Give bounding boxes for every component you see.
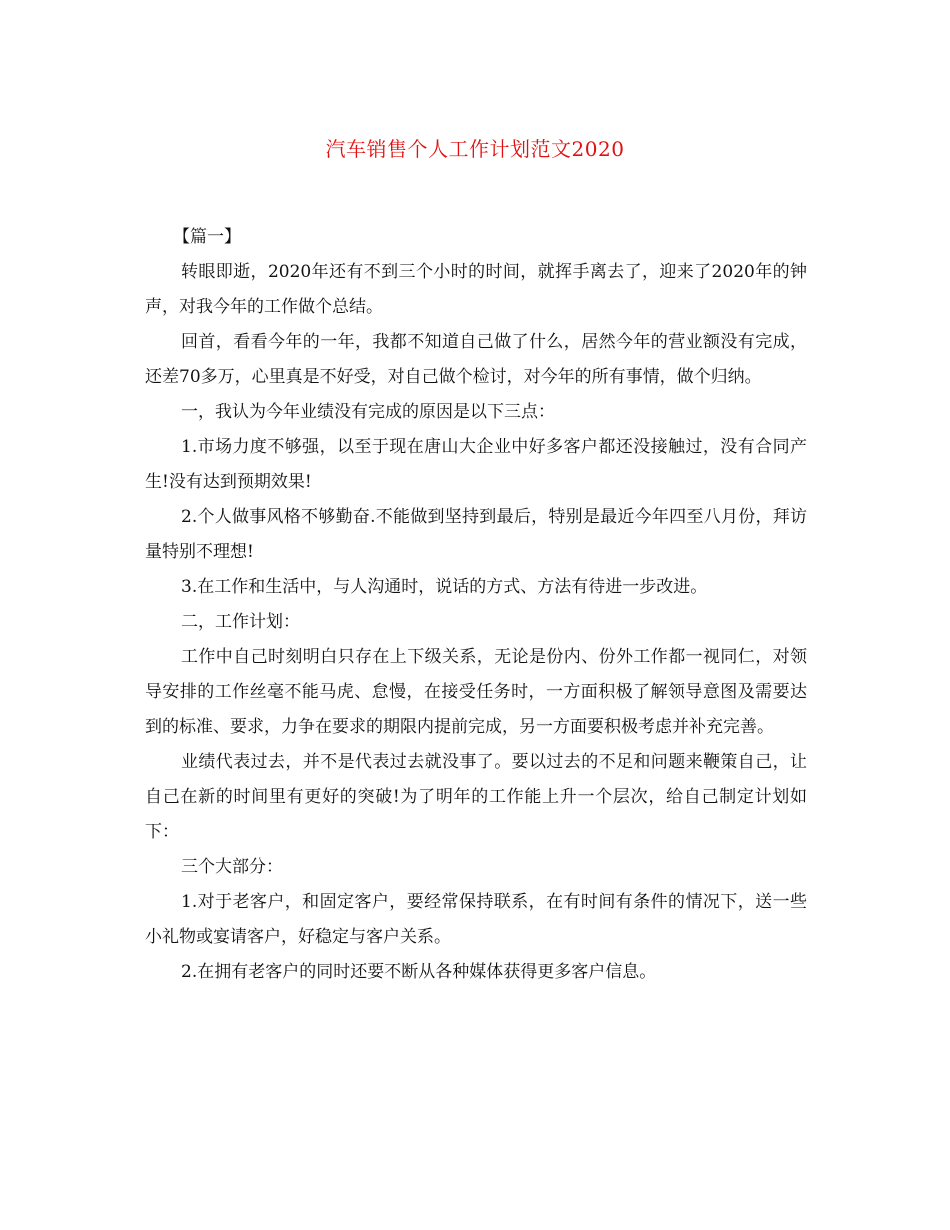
paragraph: 回首，看看今年的一年，我都不知道自己做了什么，居然今年的营业额没有完成，还差70多万，心里真是不好受，对自己做个检讨，对今年的所有事情，做个归纳。 <box>145 332 807 387</box>
document-title: 汽车销售个人工作计划范文2020 <box>325 137 625 161</box>
document-body <box>145 220 807 990</box>
paragraph: 3.在工作和生活中，与人沟通时，说话的方式、方法有待进一步改进。 <box>181 577 708 597</box>
paragraph: 1.对于老客户，和固定客户，要经常保持联系，在有时间有条件的情况下，送一些小礼物或宴请客户，好稳定与客户关系。 <box>145 892 807 947</box>
paragraph: 1.市场力度不够强，以至于现在唐山大企业中好多客户都还没接触过，没有合同产生!没有达到预期效果! <box>145 437 807 492</box>
paragraph: 一，我认为今年业绩没有完成的原因是以下三点： <box>181 402 555 422</box>
paragraph: 2.个人做事风格不够勤奋.不能做到坚持到最后，特别是最近今年四至八月份，拜访量特别不理想! <box>145 507 807 562</box>
section-heading: 【篇一】 <box>173 227 241 247</box>
paragraph: 二，工作计划： <box>181 612 300 632</box>
paragraph: 业绩代表过去，并不是代表过去就没事了。要以过去的不足和问题来鞭策自己，让自己在新的时间里有更好的突破!为了明年的工作能上升一个层次，给自己制定计划如下： <box>145 752 807 842</box>
paragraph: 转眼即逝，2020年还有不到三个小时的时间，就挥手离去了，迎来了2020年的钟声，对我今年的工作做个总结。 <box>145 262 807 317</box>
paragraph: 三个大部分： <box>181 857 283 877</box>
paragraph: 工作中自己时刻明白只存在上下级关系，无论是份内、份外工作都一视同仁，对领导安排的工作丝毫不能马虎、怠慢，在接受任务时，一方面积极了解领导意图及需要达到的标准、要求，力争在要求的期限内提前完成，另一方面要积极考虑并补充完善。 <box>145 647 807 737</box>
paragraph: 2.在拥有老客户的同时还要不断从各种媒体获得更多客户信息。 <box>181 962 657 982</box>
